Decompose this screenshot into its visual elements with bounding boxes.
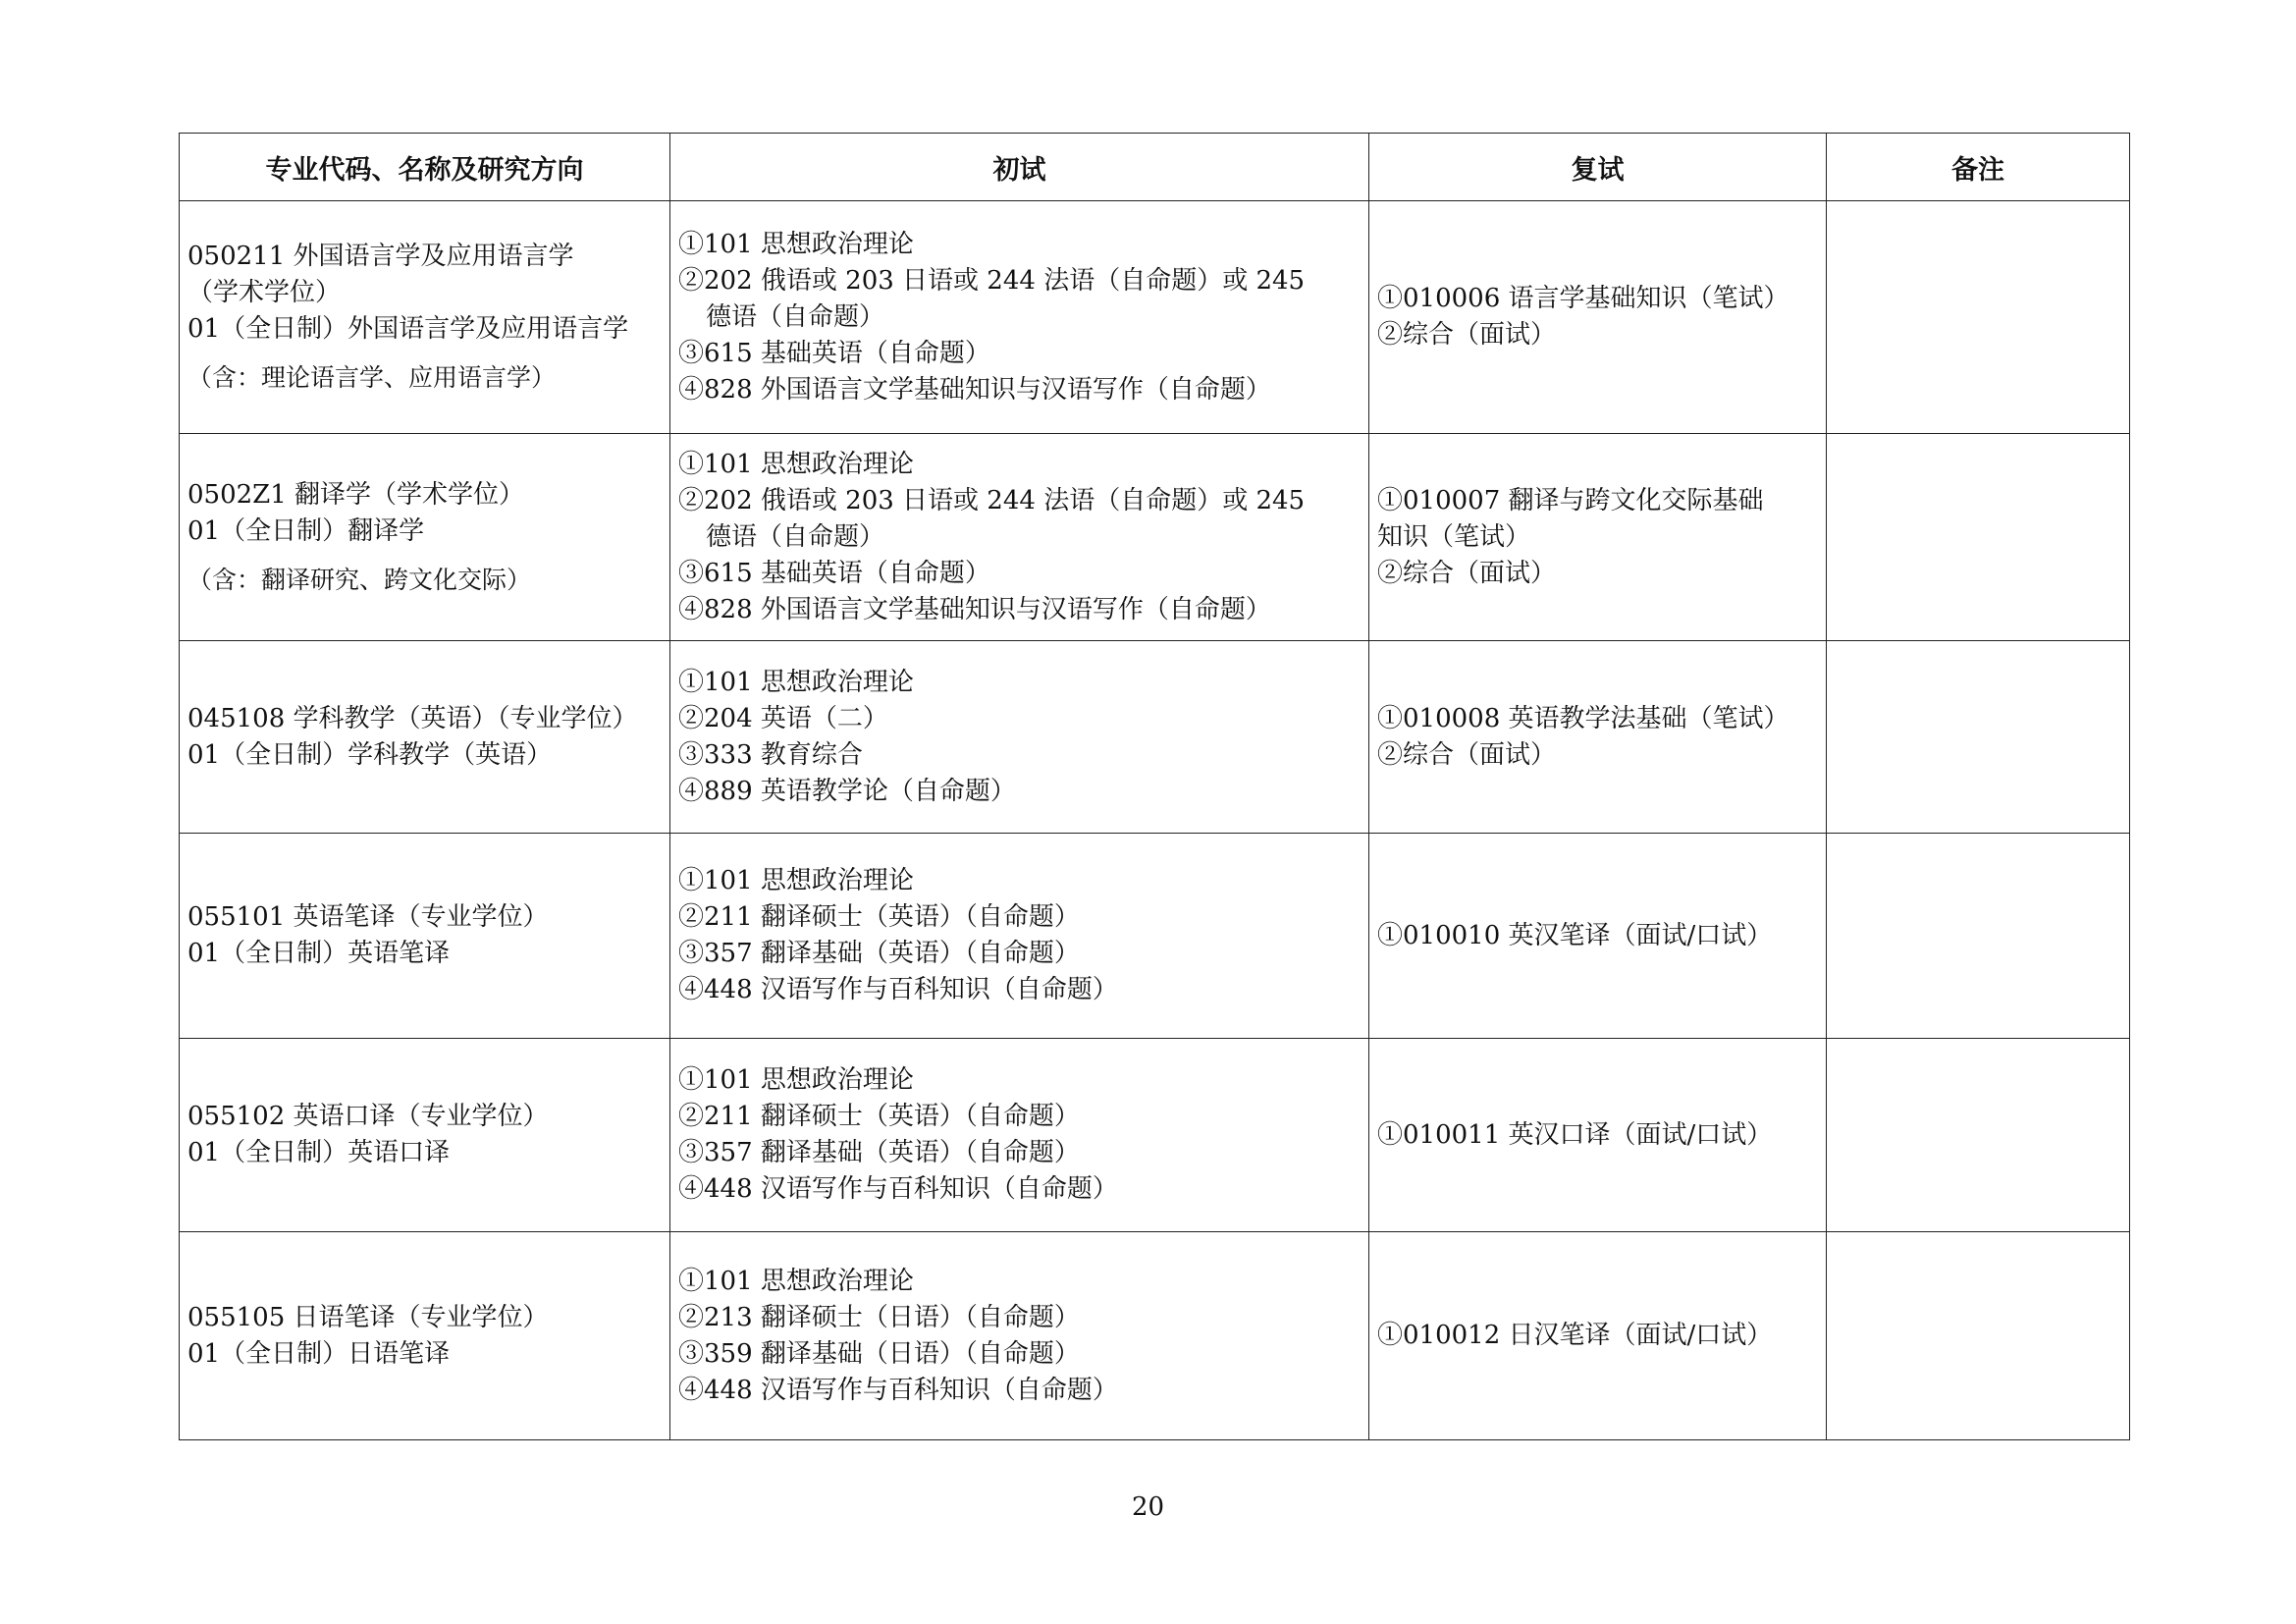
retest-item-1: ①010010 英汉笔译（面试/口试）	[1377, 920, 1773, 950]
retest-item-2: ②综合（面试）	[1377, 320, 1557, 350]
header-retest: 复试	[1369, 134, 1827, 201]
table-row	[180, 434, 2130, 641]
remarks-cell	[1827, 1232, 2130, 1440]
header-initial-exam: 初试	[670, 134, 1369, 201]
initial-subject-1: ①101 思想政治理论	[678, 1065, 914, 1095]
retest-cell	[1369, 641, 1827, 834]
major-direction: 01（全日制）外国语言学及应用语言学	[187, 314, 629, 344]
table-row	[180, 1039, 2130, 1232]
remarks-cell	[1827, 834, 2130, 1039]
header-remarks: 备注	[1827, 134, 2130, 201]
initial-subject-2: ②211 翻译硕士（英语）（自命题）	[678, 1102, 1080, 1131]
table-row	[180, 641, 2130, 834]
initial-subject-1: ①101 思想政治理论	[678, 667, 914, 697]
initial-subject-2-cont: 德语（自命题）	[706, 521, 885, 552]
major-cell	[180, 1039, 670, 1232]
initial-subject-3: ③357 翻译基础（英语）（自命题）	[678, 1138, 1080, 1167]
major-includes: （含：理论语言学、应用语言学）	[187, 363, 557, 392]
initial-exam-cell	[670, 1232, 1369, 1440]
initial-subject-2-cont: 德语（自命题）	[706, 301, 885, 332]
retest-cell	[1369, 1039, 1827, 1232]
initial-subject-2: ②202 俄语或 203 日语或 244 法语（自命题）或 245	[678, 265, 1306, 296]
initial-subject-4: ④448 汉语写作与百科知识（自命题）	[678, 1174, 1118, 1204]
retest-item-2: ②综合（面试）	[1377, 739, 1557, 770]
initial-subject-2: ②204 英语（二）	[678, 703, 888, 733]
major-direction: 01（全日制）英语口译	[187, 1138, 451, 1167]
initial-subject-4: ④448 汉语写作与百科知识（自命题）	[678, 1375, 1118, 1405]
major-code-name: 055101 英语笔译（专业学位）	[187, 902, 549, 932]
retest-item-1: ①010011 英汉口译（面试/口试）	[1377, 1119, 1773, 1150]
retest-cell	[1369, 834, 1827, 1039]
major-code-name: 0502Z1 翻译学（学术学位）	[187, 479, 525, 510]
initial-subject-3: ③333 教育综合	[678, 739, 863, 770]
header-major: 专业代码、名称及研究方向	[180, 134, 670, 201]
initial-subject-4: ④889 英语教学论（自命题）	[678, 776, 1016, 806]
major-code-name: 055102 英语口译（专业学位）	[187, 1102, 549, 1131]
retest-cell	[1369, 1232, 1827, 1440]
initial-subject-3: ③615 基础英语（自命题）	[678, 558, 990, 588]
retest-item-1: ①010012 日汉笔译（面试/口试）	[1377, 1321, 1773, 1350]
initial-subject-2: ②213 翻译硕士（日语）（自命题）	[678, 1302, 1080, 1332]
initial-subject-1: ①101 思想政治理论	[678, 449, 914, 479]
major-code-name: 055105 日语笔译（专业学位）	[187, 1302, 549, 1332]
initial-exam-cell	[670, 641, 1369, 834]
initial-subject-4: ④828 外国语言文学基础知识与汉语写作（自命题）	[678, 374, 1271, 405]
initial-exam-cell	[670, 201, 1369, 434]
major-cell	[180, 1232, 670, 1440]
retest-item-1: ①010008 英语教学法基础（笔试）	[1377, 703, 1789, 733]
initial-subject-3: ③615 基础英语（自命题）	[678, 338, 990, 368]
major-direction: 01（全日制）英语笔译	[187, 939, 451, 968]
major-direction: 01（全日制）日语笔译	[187, 1338, 451, 1369]
initial-exam-cell	[670, 434, 1369, 641]
page-number: 20	[1131, 1492, 1165, 1522]
table-row	[180, 201, 2130, 434]
major-code-name: 050211 外国语言学及应用语言学	[187, 242, 574, 271]
retest-item-1-cont: 知识（笔试）	[1377, 521, 1531, 552]
retest-cell	[1369, 201, 1827, 434]
major-direction: 01（全日制）翻译学	[187, 515, 425, 546]
initial-subject-2: ②211 翻译硕士（英语）（自命题）	[678, 902, 1080, 932]
major-cell	[180, 434, 670, 641]
major-cell	[180, 201, 670, 434]
major-cell	[180, 641, 670, 834]
table-row	[180, 834, 2130, 1039]
remarks-cell	[1827, 201, 2130, 434]
initial-subject-3: ③359 翻译基础（日语）（自命题）	[678, 1338, 1080, 1369]
retest-item-2: ②综合（面试）	[1377, 558, 1557, 588]
major-direction: 01（全日制）学科教学（英语）	[187, 739, 553, 770]
initial-subject-1: ①101 思想政治理论	[678, 229, 914, 259]
major-degree-type: （学术学位）	[187, 278, 342, 307]
remarks-cell	[1827, 641, 2130, 834]
retest-item-1: ①010006 语言学基础知识（笔试）	[1377, 284, 1789, 313]
initial-subject-4: ④448 汉语写作与百科知识（自命题）	[678, 975, 1118, 1004]
initial-exam-cell	[670, 834, 1369, 1039]
remarks-cell	[1827, 1039, 2130, 1232]
initial-subject-3: ③357 翻译基础（英语）（自命题）	[678, 939, 1080, 968]
remarks-cell	[1827, 434, 2130, 641]
retest-cell	[1369, 434, 1827, 641]
initial-subject-1: ①101 思想政治理论	[678, 1266, 914, 1296]
retest-item-1: ①010007 翻译与跨文化交际基础	[1377, 485, 1764, 515]
initial-subject-4: ④828 外国语言文学基础知识与汉语写作（自命题）	[678, 594, 1271, 624]
initial-subject-2: ②202 俄语或 203 日语或 244 法语（自命题）或 245	[678, 485, 1306, 515]
table-header-row	[180, 134, 2130, 201]
major-includes: （含：翻译研究、跨文化交际）	[187, 565, 532, 594]
major-code-name: 045108 学科教学（英语）（专业学位）	[187, 703, 638, 733]
table-row	[180, 1232, 2130, 1440]
initial-exam-cell	[670, 1039, 1369, 1232]
initial-subject-1: ①101 思想政治理论	[678, 866, 914, 895]
major-cell	[180, 834, 670, 1039]
admission-exam-table	[179, 133, 2130, 1440]
